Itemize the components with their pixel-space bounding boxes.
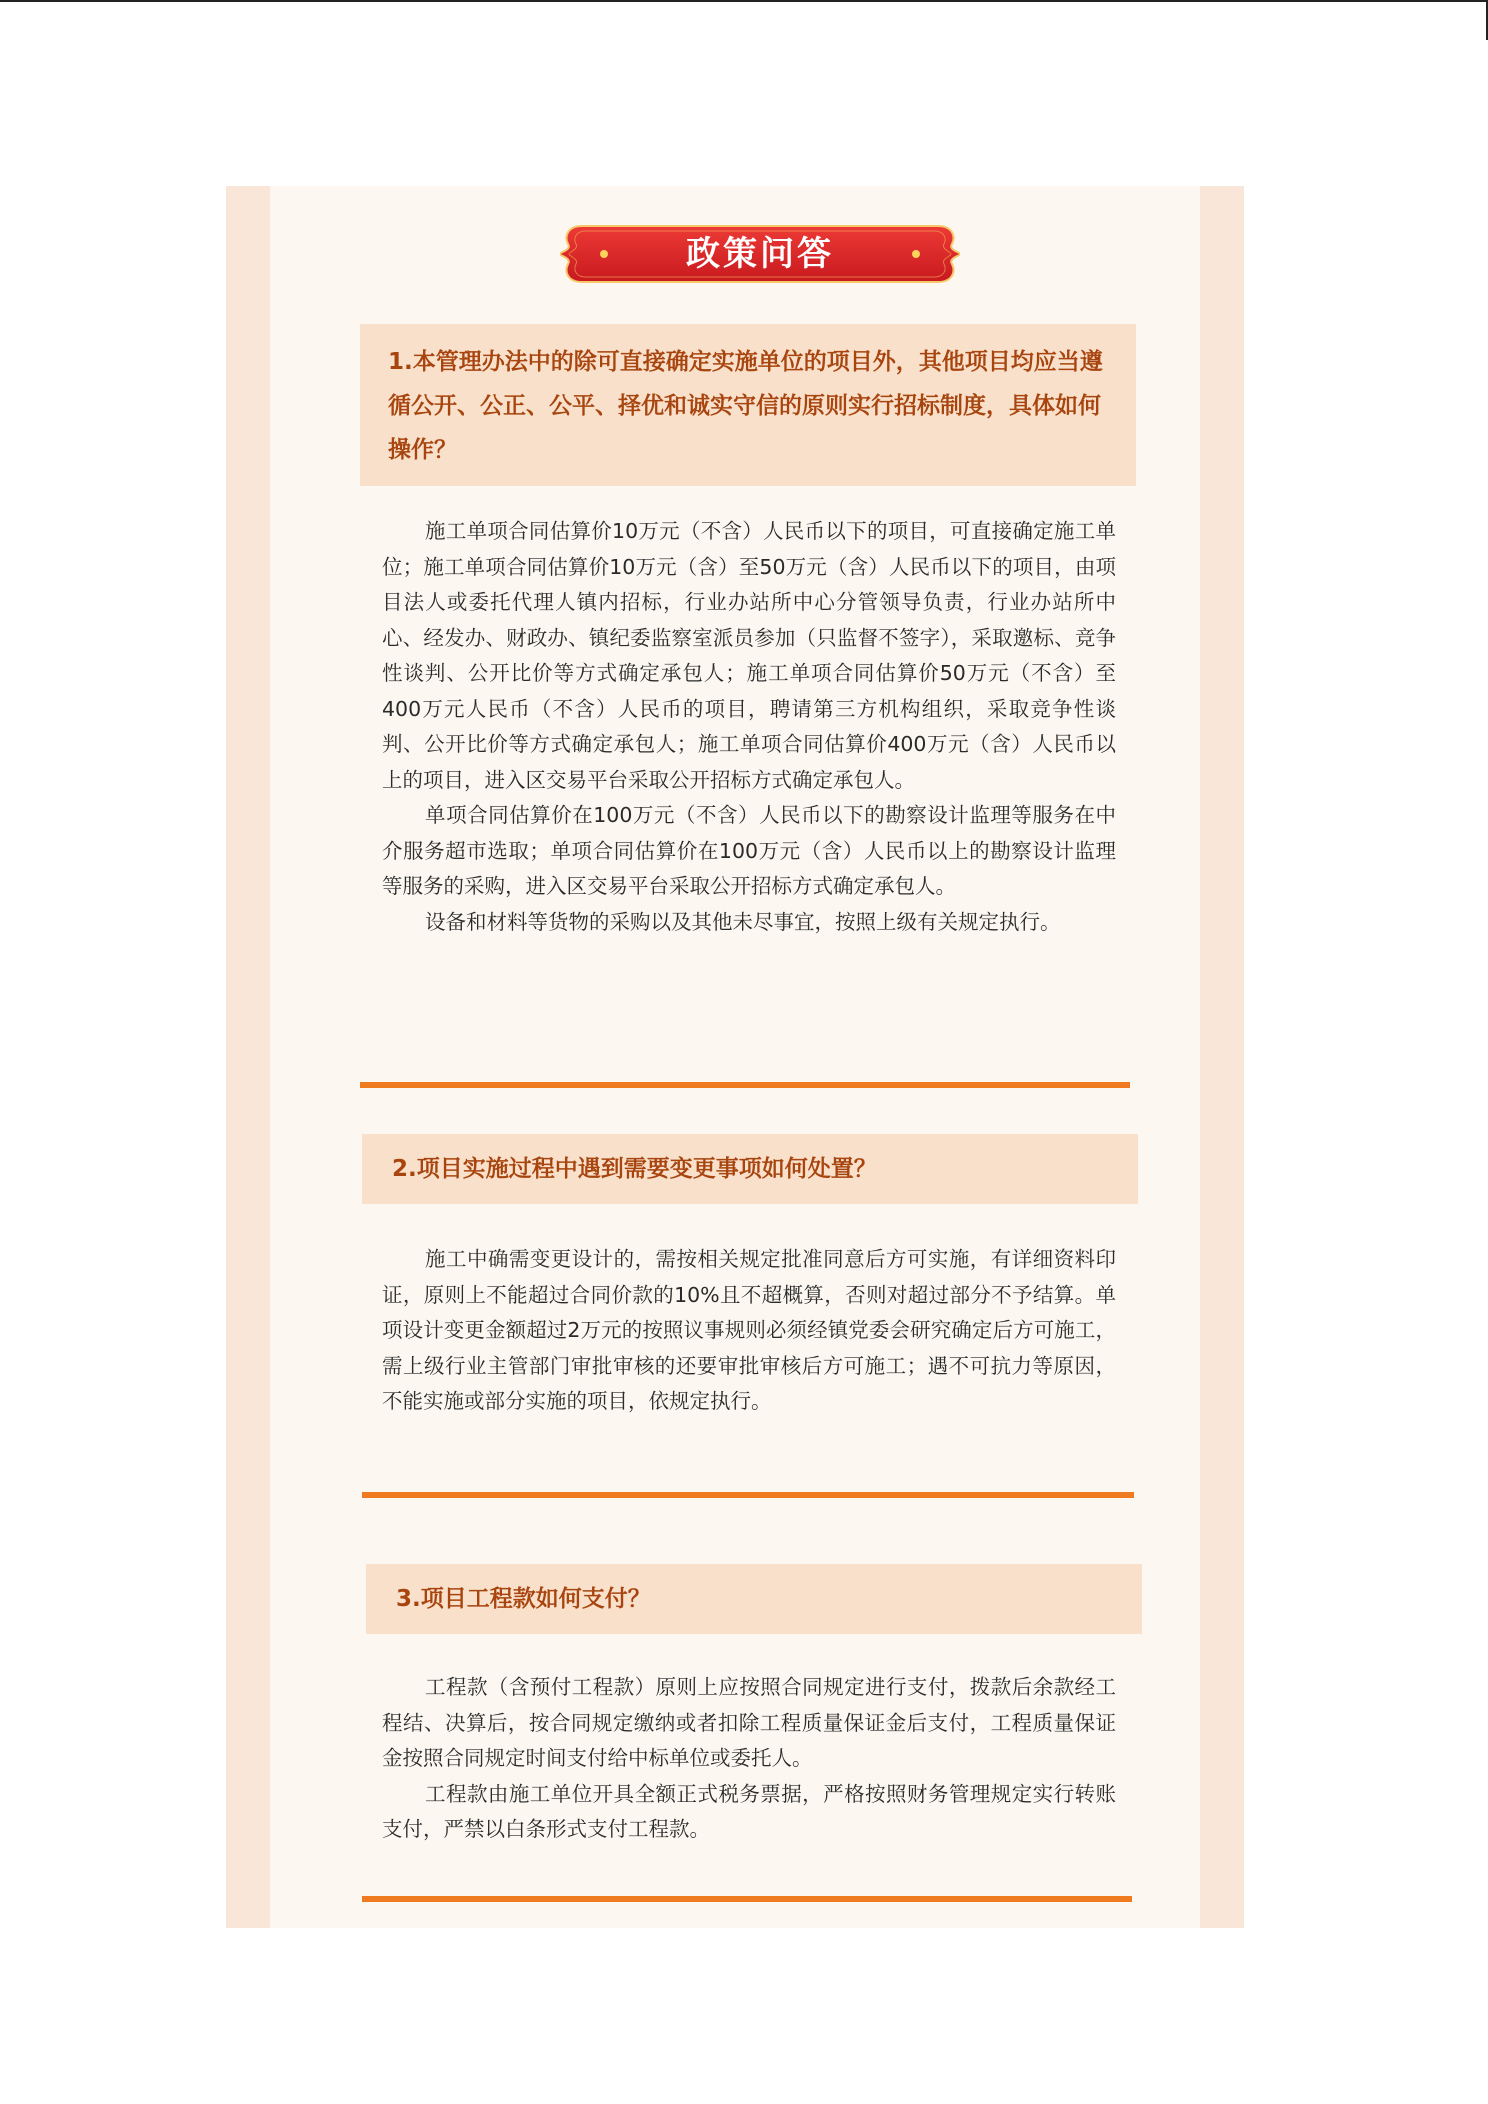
question-3-text: 3.项目工程款如何支付？ xyxy=(396,1586,651,1612)
page-title: 政策问答 xyxy=(686,234,834,274)
question-box-2 xyxy=(362,1134,1138,1204)
answer-1 xyxy=(382,514,1116,940)
answer-1-paragraph-2: 单项合同估算价在100万元（不含）人民币以下的勘察设计监理等服务在中介服务超市选取；单项合同估算价在100万元（含）人民币以上的勘察设计监理等服务的采购，进入区交易平台采取公开招标方式确定承包人。 xyxy=(382,803,1116,898)
section-divider-3 xyxy=(362,1896,1132,1902)
section-divider-1 xyxy=(360,1082,1130,1088)
answer-2 xyxy=(382,1242,1116,1420)
question-box-1 xyxy=(360,324,1136,486)
section-divider-2 xyxy=(362,1492,1134,1498)
page-top-border xyxy=(0,0,1488,2)
question-1-text: 1.本管理办法中的除可直接确定实施单位的项目外，其他项目均应当遵循公开、公正、公平、择优和诚实守信的原则实行招标制度，具体如何操作？ xyxy=(388,349,1103,463)
policy-poster xyxy=(226,186,1244,1928)
answer-3-paragraph-2: 工程款由施工单位开具全额正式税务票据，严格按照财务管理规定实行转账支付，严禁以白条形式支付工程款。 xyxy=(382,1781,1116,1841)
answer-2-paragraph-1: 施工中确需变更设计的，需按相关规定批准同意后方可实施，有详细资料印证，原则上不能超过合同价款的10%且不超概算，否则对超过部分不予结算。单项设计变更金额超过2万元的按照议事规则必须经镇党委会研究确定后方可施工，需上级行业主管部门审批审核的还要审批审核后方可施工；遇不可抗力等原因，不能实施或部分实施的项目，依规定执行。 xyxy=(382,1247,1116,1413)
title-banner xyxy=(560,222,960,286)
question-2-text: 2.项目实施过程中遇到需要变更事项如何处置？ xyxy=(392,1156,877,1182)
poster-paper xyxy=(270,186,1200,1928)
answer-3 xyxy=(382,1670,1116,1848)
answer-3-paragraph-1: 工程款（含预付工程款）原则上应按照合同规定进行支付，拨款后余款经工程结、决算后，按合同规定缴纳或者扣除工程质量保证金后支付，工程质量保证金按照合同规定时间支付给中标单位或委托人。 xyxy=(382,1675,1116,1770)
question-box-3 xyxy=(366,1564,1142,1634)
answer-1-paragraph-1: 施工单项合同估算价10万元（不含）人民币以下的项目，可直接确定施工单位；施工单项合同估算价10万元（含）至50万元（含）人民币以下的项目，由项目法人或委托代理人镇内招标，行业办站所中心分管领导负责，行业办站所中心、经发办、财政办、镇纪委监察室派员参加（只监督不签字），采取邀标、竞争性谈判、公开比价等方式确定承包人；施工单项合同估算价50万元（不含）至400万元人民币（不含）人民币的项目，聘请第三方机构组织，采取竞争性谈判、公开比价等方式确定承包人；施工单项合同估算价400万元（含）人民币以上的项目，进入区交易平台采取公开招标方式确定承包人。 xyxy=(382,519,1116,792)
answer-1-paragraph-3: 设备和材料等货物的采购以及其他未尽事宜，按照上级有关规定执行。 xyxy=(425,909,1061,934)
